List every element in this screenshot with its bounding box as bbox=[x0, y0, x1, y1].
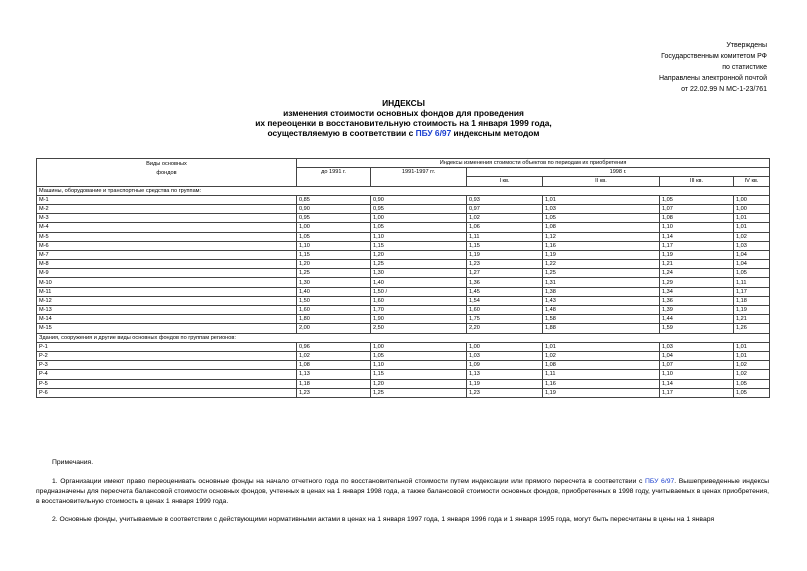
index-value: 0,93 bbox=[467, 195, 543, 204]
note-2: 2. Основные фонды, учитываемые в соответствии с действующими нормативными актами в ценах на 1 января 1997 года, 1 января 1996 года и 1 января 1995 года, могут быть пересчитаны в цены на 1 января bbox=[52, 516, 715, 523]
index-value: 1,15 bbox=[467, 241, 543, 250]
index-value: 1,03 bbox=[467, 351, 543, 360]
row-group-code: М-1 bbox=[37, 195, 297, 204]
header-kind bbox=[37, 159, 297, 187]
index-value: 1,15 bbox=[371, 241, 467, 250]
table-row bbox=[37, 342, 770, 351]
row-group-code: Р-6 bbox=[37, 388, 297, 397]
row-group-code: М-9 bbox=[37, 269, 297, 278]
index-value: 1,11 bbox=[543, 370, 660, 379]
note-text: 1. Организации имеют право переоценивать основные фонды на начало отчетного года по восстановительной стоимости путем индексации или прямого пересчета в соответствии с bbox=[52, 478, 645, 485]
row-group-code: М-3 bbox=[37, 214, 297, 223]
index-value: 1,17 bbox=[734, 287, 770, 296]
index-value: 1,30 bbox=[371, 269, 467, 278]
index-value: 1,38 bbox=[543, 287, 660, 296]
index-value: 1,39 bbox=[660, 306, 734, 315]
header-period-1: до 1991 г. bbox=[297, 168, 371, 186]
index-value: 1,09 bbox=[467, 361, 543, 370]
index-value: 1,05 bbox=[734, 379, 770, 388]
index-value: 1,40 bbox=[297, 287, 371, 296]
header-group: Индексы изменения стоимости объектов по периодам их приобретения bbox=[297, 159, 770, 168]
index-value: 1,05 bbox=[371, 223, 467, 232]
index-value: 1,60 bbox=[371, 296, 467, 305]
index-value: 1,13 bbox=[467, 370, 543, 379]
index-value: 1,26 bbox=[734, 324, 770, 333]
index-value: 1,02 bbox=[543, 351, 660, 360]
index-value: 1,14 bbox=[660, 232, 734, 241]
row-group-code: Р-4 bbox=[37, 370, 297, 379]
row-group-code: М-8 bbox=[37, 260, 297, 269]
row-group-code: М-5 bbox=[37, 232, 297, 241]
table-row bbox=[37, 379, 770, 388]
index-value: 1,14 bbox=[660, 379, 734, 388]
row-group-code: Р-5 bbox=[37, 379, 297, 388]
row-group-code: М-13 bbox=[37, 306, 297, 315]
index-value: 1,19 bbox=[467, 379, 543, 388]
index-value: 1,60 bbox=[297, 306, 371, 315]
index-value: 1,24 bbox=[660, 269, 734, 278]
index-value: 1,08 bbox=[543, 361, 660, 370]
approval-line: Государственным комитетом РФ bbox=[661, 53, 767, 60]
row-group-code: Р-3 bbox=[37, 361, 297, 370]
row-group-code: М-6 bbox=[37, 241, 297, 250]
index-value: 1,36 bbox=[660, 296, 734, 305]
table-row bbox=[37, 296, 770, 305]
table-row bbox=[37, 287, 770, 296]
index-value: 1,05 bbox=[297, 232, 371, 241]
index-value: 1,31 bbox=[543, 278, 660, 287]
table-row bbox=[37, 214, 770, 223]
row-group-code: Р-1 bbox=[37, 342, 297, 351]
index-value: 1,88 bbox=[543, 324, 660, 333]
table-row bbox=[37, 250, 770, 259]
index-value: 1,04 bbox=[734, 250, 770, 259]
index-value: 1,05 bbox=[543, 214, 660, 223]
header-period-2: 1991-1997 гг. bbox=[371, 168, 467, 186]
row-group-code: М-4 bbox=[37, 223, 297, 232]
index-value: 1,00 bbox=[734, 204, 770, 213]
index-value: 1,20 bbox=[297, 260, 371, 269]
table-row bbox=[37, 269, 770, 278]
index-value: 1,19 bbox=[543, 250, 660, 259]
table-row bbox=[37, 351, 770, 360]
header-1998: 1998 г. bbox=[467, 168, 770, 177]
index-value: 1,17 bbox=[660, 241, 734, 250]
index-value: 1,34 bbox=[660, 287, 734, 296]
row-group-code: М-15 bbox=[37, 324, 297, 333]
note-text: . Вышеприведенные индексы предназначены для пересчета балансовой стоимости основных фондов, учтенных в ценах на 1 января 1998 года, а также балансовой стоимости основных фондов, приобретенных в 1998 году, учитываемых в ценах приобретения, в восстановительную стоимость в ценах 1 января 1999 года. bbox=[36, 478, 769, 505]
header-quarter: II кв. bbox=[543, 177, 660, 186]
table-row bbox=[37, 370, 770, 379]
header-quarter: I кв. bbox=[467, 177, 543, 186]
index-value: 1,60 bbox=[467, 306, 543, 315]
index-value: 0,97 bbox=[467, 204, 543, 213]
index-value: 1,23 bbox=[467, 260, 543, 269]
row-group-code: М-10 bbox=[37, 278, 297, 287]
index-value: 1,80 bbox=[297, 315, 371, 324]
index-value: 1,05 bbox=[734, 388, 770, 397]
index-value: 1,00 bbox=[371, 342, 467, 351]
index-value: 1,02 bbox=[467, 214, 543, 223]
approval-line: Утверждены bbox=[726, 42, 767, 49]
table-row bbox=[37, 204, 770, 213]
row-group-code: М-14 bbox=[37, 315, 297, 324]
table-row bbox=[37, 195, 770, 204]
index-value: 1,08 bbox=[660, 214, 734, 223]
table-row bbox=[37, 241, 770, 250]
index-value: 0,85 bbox=[297, 195, 371, 204]
index-table bbox=[36, 158, 770, 398]
index-value: 1,45 bbox=[467, 287, 543, 296]
index-value: 1,07 bbox=[660, 361, 734, 370]
index-value: 1,19 bbox=[467, 250, 543, 259]
index-value: 1,03 bbox=[543, 204, 660, 213]
index-value: 1,19 bbox=[660, 250, 734, 259]
index-value: 1,05 bbox=[734, 269, 770, 278]
index-value: 1,25 bbox=[371, 260, 467, 269]
index-value: 1,00 bbox=[297, 223, 371, 232]
index-value: 1,54 bbox=[467, 296, 543, 305]
notes bbox=[36, 458, 769, 525]
table-row bbox=[37, 223, 770, 232]
row-group-code: Р-2 bbox=[37, 351, 297, 360]
table-row bbox=[37, 324, 770, 333]
row-group-code: М-7 bbox=[37, 250, 297, 259]
index-value: 1,04 bbox=[660, 351, 734, 360]
index-value: 0,90 bbox=[371, 195, 467, 204]
index-value: 1,03 bbox=[734, 241, 770, 250]
title-line bbox=[0, 128, 807, 138]
index-value: 1,01 bbox=[734, 351, 770, 360]
index-value: 1,01 bbox=[543, 195, 660, 204]
index-value: 1,23 bbox=[467, 388, 543, 397]
approval-line: от 22.02.99 N МС-1-23/761 bbox=[681, 86, 767, 93]
index-value: 1,02 bbox=[297, 351, 371, 360]
index-value: 1,19 bbox=[734, 306, 770, 315]
table-row bbox=[37, 306, 770, 315]
row-group-code: М-11 bbox=[37, 287, 297, 296]
index-value: 1,10 bbox=[297, 241, 371, 250]
index-value: 1,08 bbox=[297, 361, 371, 370]
index-value: 1,15 bbox=[297, 250, 371, 259]
index-value: 0,95 bbox=[371, 204, 467, 213]
index-value: 1,18 bbox=[297, 379, 371, 388]
document-title bbox=[0, 98, 807, 138]
index-value: 1,11 bbox=[467, 232, 543, 241]
index-value: 1,21 bbox=[734, 315, 770, 324]
index-value: 1,13 bbox=[297, 370, 371, 379]
index-value: 1,19 bbox=[543, 388, 660, 397]
index-value: 1,06 bbox=[467, 223, 543, 232]
title-line: изменения стоимости основных фондов для проведения bbox=[283, 108, 524, 118]
index-value: 1,27 bbox=[467, 269, 543, 278]
index-value: 1,25 bbox=[297, 269, 371, 278]
header-quarter: IV кв. bbox=[734, 177, 770, 186]
index-value: 1,00 bbox=[734, 195, 770, 204]
index-value: 1,44 bbox=[660, 315, 734, 324]
index-value: 1,50 bbox=[297, 296, 371, 305]
index-value: 1,90 bbox=[371, 315, 467, 324]
index-value: 1,48 bbox=[543, 306, 660, 315]
header-kind-line: Виды основных bbox=[146, 161, 187, 167]
index-value: 1,15 bbox=[371, 370, 467, 379]
index-value: 1,75 bbox=[467, 315, 543, 324]
index-value: 1,16 bbox=[543, 379, 660, 388]
index-value: 2,50 bbox=[371, 324, 467, 333]
index-value: 1,00 bbox=[371, 214, 467, 223]
index-value: 1,21 bbox=[660, 260, 734, 269]
index-value: 1,05 bbox=[371, 351, 467, 360]
index-value: 1,50 / bbox=[371, 287, 467, 296]
title-text: осуществляемую в соответствии с bbox=[267, 128, 416, 138]
index-value: 1,59 bbox=[660, 324, 734, 333]
index-value: 1,18 bbox=[734, 296, 770, 305]
index-value: 1,01 bbox=[734, 223, 770, 232]
index-value: 1,01 bbox=[734, 342, 770, 351]
table-row bbox=[37, 278, 770, 287]
index-value: 1,25 bbox=[543, 269, 660, 278]
index-value: 1,17 bbox=[660, 388, 734, 397]
index-value: 1,43 bbox=[543, 296, 660, 305]
table-row bbox=[37, 315, 770, 324]
index-value: 1,10 bbox=[371, 361, 467, 370]
index-value: 1,22 bbox=[543, 260, 660, 269]
section-machines: Машины, оборудование и транспортные средства по группам: bbox=[37, 186, 770, 195]
approval-line: Направлены электронной почтой bbox=[658, 75, 767, 82]
index-value: 1,02 bbox=[734, 370, 770, 379]
index-value: 2,00 bbox=[297, 324, 371, 333]
index-value: 1,11 bbox=[734, 278, 770, 287]
note-1 bbox=[36, 477, 769, 507]
pbu-link[interactable]: ПБУ 6/97 bbox=[415, 128, 452, 138]
title-heading: ИНДЕКСЫ bbox=[382, 98, 425, 108]
index-value: 1,16 bbox=[543, 241, 660, 250]
index-value: 1,20 bbox=[371, 250, 467, 259]
pbu-link[interactable]: ПБУ 6/97 bbox=[644, 478, 675, 485]
index-value: 1,08 bbox=[543, 223, 660, 232]
row-group-code: М-2 bbox=[37, 204, 297, 213]
index-value: 1,36 bbox=[467, 278, 543, 287]
index-value: 1,30 bbox=[297, 278, 371, 287]
row-group-code: М-12 bbox=[37, 296, 297, 305]
title-text: индексным методом bbox=[451, 128, 540, 138]
index-value: 1,70 bbox=[371, 306, 467, 315]
notes-heading: Примечания. bbox=[52, 459, 94, 466]
index-value: 1,58 bbox=[543, 315, 660, 324]
table-row bbox=[37, 388, 770, 397]
index-value: 1,02 bbox=[734, 361, 770, 370]
header-kind-line: фондов bbox=[156, 170, 177, 176]
index-value: 1,02 bbox=[734, 232, 770, 241]
index-value: 1,10 bbox=[660, 370, 734, 379]
index-value: 1,07 bbox=[660, 204, 734, 213]
index-value: 2,20 bbox=[467, 324, 543, 333]
index-value: 0,95 bbox=[297, 214, 371, 223]
index-value: 1,10 bbox=[660, 223, 734, 232]
approval-block bbox=[659, 40, 767, 95]
index-value: 1,12 bbox=[543, 232, 660, 241]
table-row bbox=[37, 232, 770, 241]
index-value: 1,23 bbox=[297, 388, 371, 397]
index-value: 1,03 bbox=[660, 342, 734, 351]
index-value: 1,20 bbox=[371, 379, 467, 388]
index-value: 1,01 bbox=[543, 342, 660, 351]
index-value: 1,25 bbox=[371, 388, 467, 397]
index-value: 1,01 bbox=[734, 214, 770, 223]
index-value: 1,10 bbox=[371, 232, 467, 241]
index-value: 1,40 bbox=[371, 278, 467, 287]
index-value: 1,00 bbox=[467, 342, 543, 351]
index-value: 0,90 bbox=[297, 204, 371, 213]
table-row bbox=[37, 260, 770, 269]
index-value: 0,96 bbox=[297, 342, 371, 351]
approval-line: по статистике bbox=[722, 64, 767, 71]
header-quarter: III кв. bbox=[660, 177, 734, 186]
index-value: 1,29 bbox=[660, 278, 734, 287]
title-line: их переоценки в восстановительную стоимость на 1 января 1999 года, bbox=[255, 118, 552, 128]
section-buildings: Здания, сооружения и другие виды основных фондов по группам регионов: bbox=[37, 333, 770, 342]
table-row bbox=[37, 361, 770, 370]
index-value: 1,05 bbox=[660, 195, 734, 204]
index-value: 1,04 bbox=[734, 260, 770, 269]
